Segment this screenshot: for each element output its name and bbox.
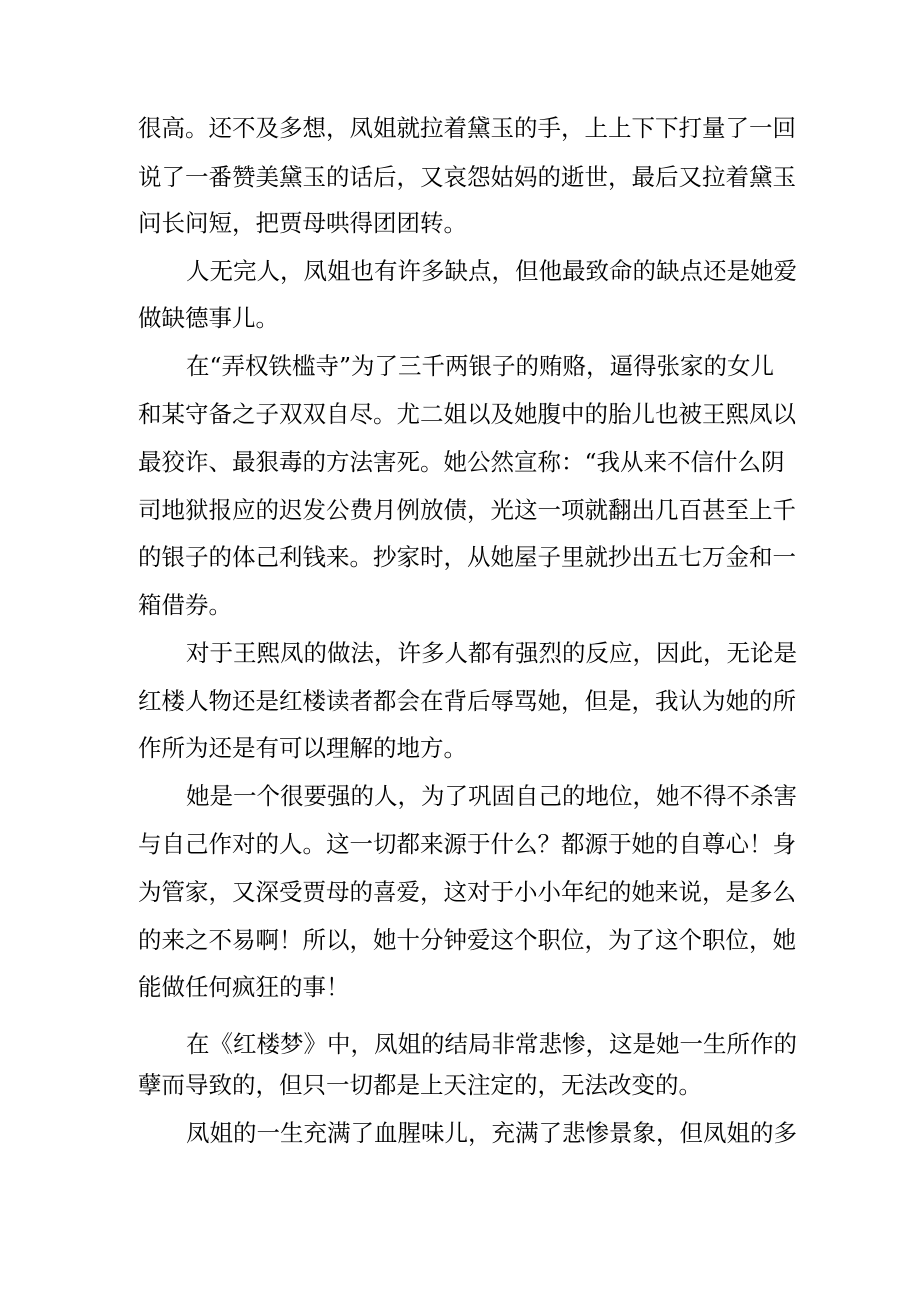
text-line: 为管家，又深受贾母的喜爱，这对于小小年纪的她来说，是多么 bbox=[138, 878, 796, 906]
text-line: 孽而导致的，但只一切都是上天注定的，无法改变的。 bbox=[138, 1071, 702, 1099]
text-line: 和某守备之子双双自尽。尤二姐以及她腹中的胎儿也被王熙凤以 bbox=[138, 400, 796, 428]
text-line: 的银子的体己利钱来。抄家时，从她屋子里就抄出五七万金和一 bbox=[138, 543, 796, 571]
text-line: 箱借券。 bbox=[138, 591, 232, 619]
text-line: 的来之不易啊！所以，她十分钟爱这个职位，为了这个职位，她 bbox=[138, 926, 796, 954]
text-line: 红楼人物还是红楼读者都会在背后辱骂她，但是，我认为她的所 bbox=[138, 687, 796, 715]
text-line: 问长问短，把贾母哄得团团转。 bbox=[138, 209, 467, 237]
text-line: 能做任何疯狂的事！ bbox=[138, 973, 350, 1001]
text-line: 很高。还不及多想，凤姐就拉着黛玉的手，上上下下打量了一回 bbox=[138, 114, 796, 142]
text-line: 她是一个很要强的人，为了巩固自己的地位，她不得不杀害 bbox=[186, 782, 797, 810]
text-line: 在《红楼梦》中，凤姐的结局非常悲惨，这是她一生所作的 bbox=[186, 1030, 797, 1058]
text-line: 人无完人，凤姐也有许多缺点，但他最致命的缺点还是她爱 bbox=[186, 257, 797, 285]
text-line: 做缺德事儿。 bbox=[138, 304, 279, 332]
text-line: 与自己作对的人。这一切都来源于什么？都源于她的自尊心！身 bbox=[138, 830, 796, 858]
text-line: 说了一番赞美黛玉的话后，又哀怨姑妈的逝世，最后又拉着黛玉 bbox=[138, 163, 796, 191]
text-line: 司地狱报应的迟发公费月例放债，光这一项就翻出几百甚至上千 bbox=[138, 496, 796, 524]
text-line: 在“弄权铁槛寺”为了三千两银子的贿赂，逼得张家的女儿 bbox=[186, 352, 775, 380]
text-line: 对于王熙凤的做法，许多人都有强烈的反应，因此，无论是 bbox=[186, 639, 797, 667]
text-line: 最狡诈、最狠毒的方法害死。她公然宣称：“我从来不信什么阴 bbox=[138, 448, 785, 476]
text-line: 凤姐的一生充满了血腥味儿，充满了悲惨景象，但凤姐的多 bbox=[186, 1119, 797, 1147]
text-line: 作所为还是有可以理解的地方。 bbox=[138, 734, 467, 762]
